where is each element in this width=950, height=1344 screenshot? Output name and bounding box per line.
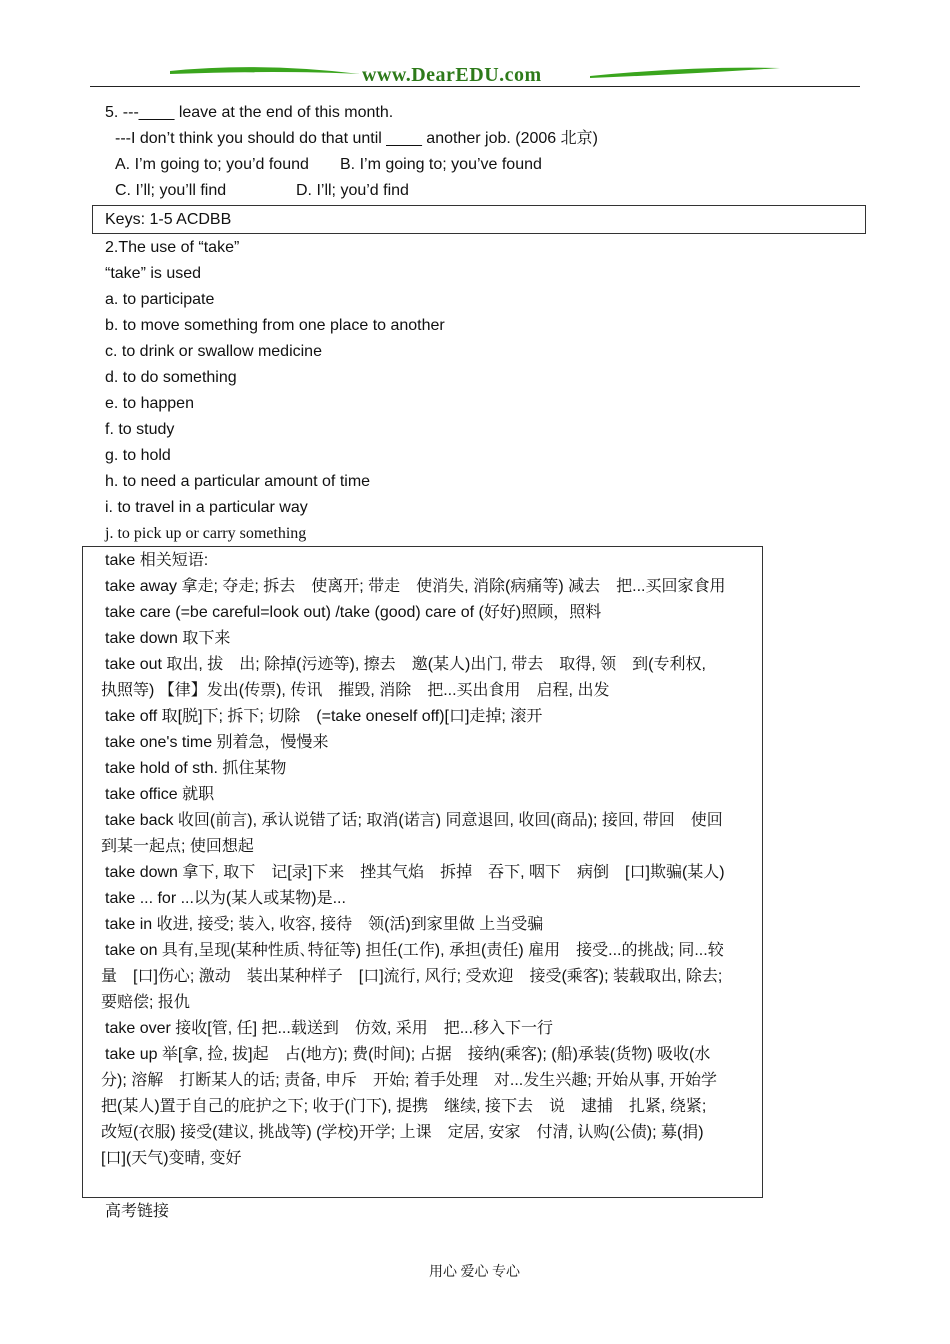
phrase-line: take ... for ...以为(某人或某物)是... (105, 890, 346, 907)
phrase-line: take hold of sth. 抓住某物 (105, 760, 287, 777)
question-line-1: 5. ---____ leave at the end of this month. (105, 104, 394, 121)
usage-item: f. to study (105, 421, 175, 438)
phrase-line: take out 取出, 拔 出; 除掉(污迹等), 擦去 邀(某人)出门, 带去 取得, 领 到(专利权, (105, 656, 706, 673)
usage-item: c. to drink or swallow medicine (105, 343, 322, 360)
usage-subtitle: “take” is used (105, 265, 202, 282)
phrase-line: take in 收进, 接受; 装入, 收容, 接待 领(活)到家里做 上当受骗 (105, 916, 544, 933)
phrase-line: 要赔偿; 报仇 (101, 994, 190, 1011)
option-b: B. I’m going to; you’ve found (340, 156, 542, 173)
section-heading-exam-link: 高考链接 (105, 1203, 170, 1220)
usage-item: a. to participate (105, 291, 215, 308)
phrase-line: 把(某人)置于自己的庇护之下; 收于(门下), 提携 继续, 接下去 说 逮捕 扎紧, 绕紧; (101, 1098, 707, 1115)
header-divider (90, 86, 860, 87)
site-logo[interactable]: www.DearEDU.com (362, 64, 542, 86)
phrase-line: 改短(衣服) 接受(建议, 挑战等) (学校)开学; 上课 定居, 安家 付清, 认购(公债); 募(捐) (101, 1124, 704, 1141)
answer-keys: Keys: 1-5 ACDBB (105, 211, 232, 228)
phrase-line: take 相关短语: (105, 552, 209, 569)
question-line-2: ---I don’t think you should do that until ____ another job. (2006 北京) (115, 130, 598, 147)
option-a: A. I’m going to; you’d found (115, 156, 309, 173)
usage-item: j. to pick up or carry something (105, 525, 307, 542)
right-swoosh-icon (590, 68, 780, 78)
phrase-line: take one's time 别着急，慢慢来 (105, 734, 329, 751)
usage-item: b. to move something from one place to another (105, 317, 445, 334)
phrase-line: take off 取[脱]下; 拆下; 切除 (=take oneself off)[口]走掉; 滚开 (105, 708, 543, 725)
left-swoosh-icon (170, 67, 360, 74)
usage-item: h. to need a particular amount of time (105, 473, 371, 490)
phrase-line: take down 取下来 (105, 630, 231, 647)
phrase-line: take back 收回(前言), 承认说错了话; 取消(诺言) 同意退回, 收回(商品); 接回, 带回 使回 (105, 812, 723, 829)
phrase-line: 量 [口]伤心; 激动 装出某种样子 [口]流行, 风行; 受欢迎 接受(乘客); 装载取出, 除去; (101, 968, 723, 985)
phrase-line: 到某一起点; 使回想起 (101, 838, 254, 855)
phrase-line: take on 具有,呈现(某种性质､特征等) 担任(工作), 承担(责任) 雇用 接受...的挑战; 同...较 (105, 942, 724, 959)
phrase-line: 分); 溶解 打断某人的话; 责备, 申斥 开始; 着手处理 对...发生兴趣; 开始从事, 开始学 (101, 1072, 718, 1089)
option-d: D. I’ll; you’d find (296, 182, 409, 199)
usage-title: 2.The use of “take” (105, 239, 240, 256)
phrase-line: take away 拿走; 夺走; 拆去 使离开; 带走 使消失, 消除(病痛等) 减去 把...买回家食用 (105, 578, 726, 595)
usage-item: e. to happen (105, 395, 194, 412)
phrase-line: [口](天气)变晴, 变好 (101, 1150, 242, 1167)
phrase-line: take down 拿下, 取下 记[录]下来 挫其气焰 拆掉 吞下, 咽下 病倒 [口]欺骗(某人) (105, 864, 725, 881)
usage-item: d. to do something (105, 369, 237, 386)
usage-item: g. to hold (105, 447, 171, 464)
option-c: C. I’ll; you’ll find (115, 182, 227, 199)
page-footer: 用心 爱心 专心 (429, 1265, 520, 1280)
usage-item: i. to travel in a particular way (105, 499, 308, 516)
phrase-line: take up 举[拿, 捡, 拔]起 占(地方); 费(时间); 占据 接纳(乘客); (船)承装(货物) 吸收(水 (105, 1046, 711, 1063)
phrase-line: take office 就职 (105, 786, 215, 803)
phrase-line: 执照等) 【律】发出(传票), 传讯 摧毁, 消除 把...买出食用 启程, 出发 (101, 682, 610, 699)
phrase-line: take care (=be careful=look out) /take (good) care of (好好)照顾，照料 (105, 604, 602, 621)
phrase-line: take over 接收[管, 任] 把...载送到 仿效, 采用 把...移入下一行 (105, 1020, 554, 1037)
